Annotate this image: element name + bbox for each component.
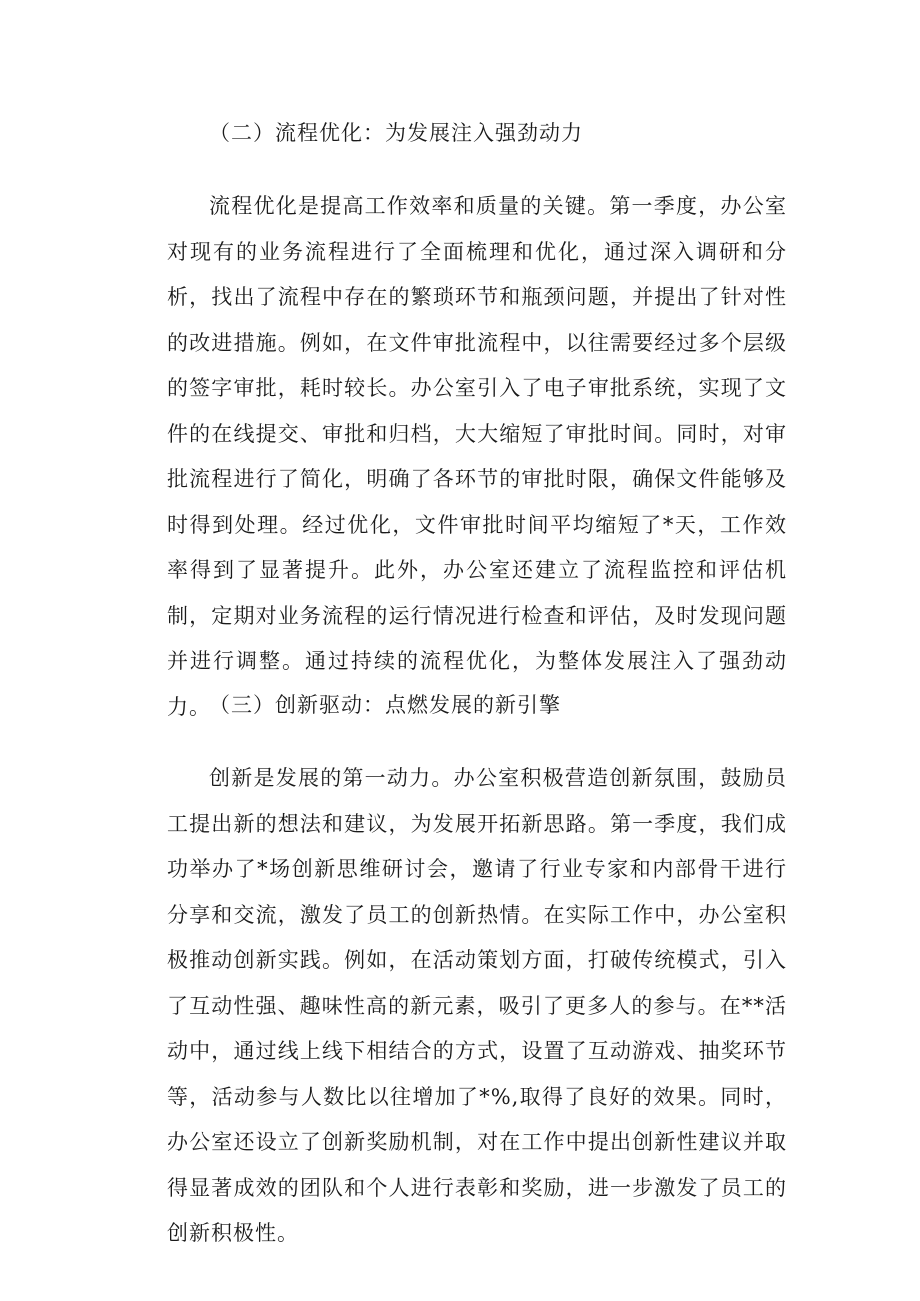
section-heading: （二）流程优化：为发展注入强劲动力 [209,121,583,145]
section-paragraph: 流程优化是提高工作效率和质量的关键。第一季度，办公室对现有的业务流程进行了全面梳理和优化，通过深入调研和分析，找出了流程中存在的繁琐环节和瓶颈问题，并提出了针对性的改进措施。例如，在文件审批流程中，以往需要经过多个层级的签字审批，耗时较长。办公室引入了电子审批系统，实现了文件的在线提交、审批和归档，大大缩短了审批时间。同时，对审批流程进行了简化，明确了各环节的审批时限，确保文件能够及时得到处理。经过优化，文件审批时间平均缩短了*天，工作效率得到了显著提升。此外，办公室还建立了流程监控和评估机制，定期对业务流程的运行情况进行检查和评估，及时发现问题并进行调整。通过持续的流程优化，为整体发展注入了强劲动力。 [167,194,787,719]
section-2-body [167,184,787,730]
section-paragraph: 创新是发展的第一动力。办公室积极营造创新氛围，鼓励员工提出新的想法和建议，为发展开拓新思路。第一季度，我们成功举办了*场创新思维研讨会，邀请了行业专家和内部骨干进行分享和交流，激发了员工的创新热情。在实际工作中，办公室积极推动创新实践。例如，在活动策划方面，打破传统模式，引入了互动性强、趣味性高的新元素，吸引了更多人的参与。在**活动中，通过线上线下相结合的方式，设置了互动游戏、抽奖环节等，活动参与人数比以往增加了*%,取得了良好的效果。同时，办公室还设立了创新奖励机制，对在工作中提出创新性建议并取得显著成效的团队和个人进行表彰和奖励，进一步激发了员工的创新积极性。 [167,766,787,1245]
section-heading: （三）创新驱动：点燃发展的新引擎 [209,693,561,717]
section-3-heading-block [167,690,787,720]
section-2-heading-block [167,118,787,148]
section-3-body [167,756,787,1257]
